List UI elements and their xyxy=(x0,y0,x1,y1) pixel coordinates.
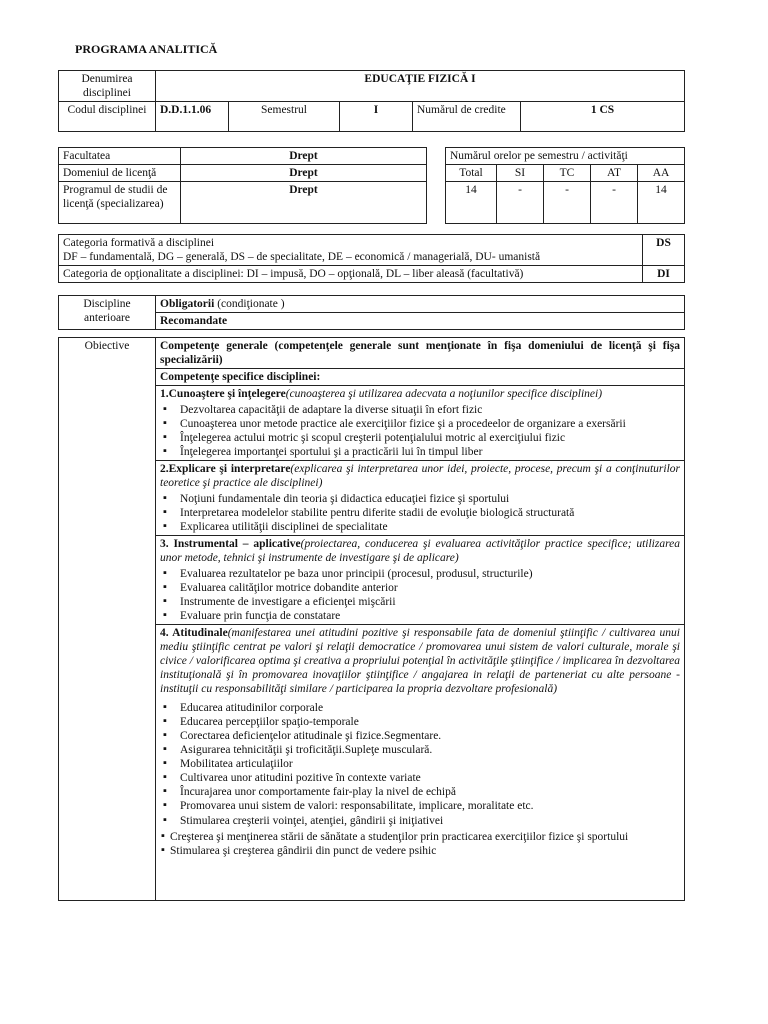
specific-competences: Competenţe specifice disciplinei: xyxy=(156,369,685,386)
domeniu-label: Domeniul de licenţă xyxy=(59,165,181,182)
category-table xyxy=(58,234,685,283)
list-item: ▪ Stimularea creşterii voinţei, atenţiei, gândirii şi iniţiativei xyxy=(160,814,680,828)
list-item: ▪ Dezvoltarea capacităţii de adaptare la diverse situaţii în efort fizic xyxy=(160,403,680,417)
domeniu-value: Drept xyxy=(181,165,427,182)
hours-header: Numărul orelor pe semestru / activităţi xyxy=(446,148,685,165)
section-attitudinal-title: 4. Atitudinale xyxy=(160,627,228,640)
list-item: ▪ Evaluarea rezultatelor pe baza unor principii (procesul, produsul, structurile) xyxy=(160,567,680,581)
credits-value: 1 CS xyxy=(521,102,685,132)
list-item: ▪ Promovarea unui sistem de valori: responsabilitate, implicare, moralitate etc. xyxy=(160,799,680,813)
discipline-code: D.D.1.1.06 xyxy=(156,102,229,132)
list-item: ▪ Asigurarea tehnicităţii şi troficităţii.Supleţe musculară. xyxy=(160,743,680,757)
hours-val-si: - xyxy=(497,182,544,224)
hours-col-total: Total xyxy=(446,165,497,182)
hours-val-aa: 14 xyxy=(638,182,685,224)
hours-val-total: 14 xyxy=(446,182,497,224)
list-item: ▪ Stimularea şi creşterea gândirii din punct de vedere psihic xyxy=(160,844,680,858)
category-optionality: Categoria de opţionalitate a disciplinei: DI – impusă, DO – opţională, DL – liber aleasă (facultativă) xyxy=(59,266,643,283)
section-knowledge-list xyxy=(160,403,680,459)
hours-val-tc: - xyxy=(544,182,591,224)
list-item: ▪ Înţelegerea importanţei sportului şi a practicării lui în timpul liber xyxy=(160,445,680,459)
section-instrumental-desc: (proiectarea, conducerea şi evaluarea activităţilor practice specifice; utilizarea unor metode, tehnici şi instrumente de investigare şi de aplicare) xyxy=(160,538,681,565)
category-formative-label: Categoria formativă a disciplinei xyxy=(63,237,215,249)
list-item: ▪ Evaluare prin funcţia de constatare xyxy=(160,609,680,623)
hours-col-at: AT xyxy=(591,165,638,182)
hours-col-aa: AA xyxy=(638,165,685,182)
section-attitudinal-list-extra xyxy=(160,830,680,858)
prerequisites-mandatory: Obligatorii (condiţionate ) xyxy=(156,296,685,313)
section-explanation-title: 2.Explicare şi interpretare xyxy=(160,463,291,476)
section-attitudinal xyxy=(156,625,685,901)
list-item: ▪ Înţelegerea actului motric şi scopul creşterii potenţialului motric al exerciţiului fizic xyxy=(160,431,680,445)
section-attitudinal-desc: (manifestarea unei atitudini pozitive şi responsabile fata de domeniul ştiinţific / cultivarea unui mediu ştiinţific centrat pe valori şi relaţii democratice / promovarea unui sistem de valori culturale, morale şi civice / valorificarea optima şi creativa a propriului potenţial în activităţile ştiinţifice / implicarea în dezvoltarea instituţională şi în promovarea inovaţiilor ştiinţifice / angajarea in relaţii de parteneriat cu alte persoane - instituţii cu responsabilităţi similare / participarea la propria dezvoltare profesională) xyxy=(160,627,680,696)
list-item: ▪ Cunoaşterea unor metode practice ale exerciţiilor fizice şi a procedeelor de organizare a exersării xyxy=(160,417,680,431)
semestrul-label: Semestrul xyxy=(229,102,340,132)
discipline-id-table xyxy=(58,70,685,132)
list-item: ▪ Explicarea utilităţii disciplinei de specialitate xyxy=(160,520,680,534)
program-label: Programul de studii de licenţă (specializarea) xyxy=(59,182,181,224)
section-explanation-list xyxy=(160,492,680,534)
list-item: ▪ Mobilitatea articulaţiilor xyxy=(160,757,680,771)
prerequisites-recommended: Recomandate xyxy=(156,313,685,330)
facultatea-label: Facultatea xyxy=(59,148,181,165)
denumirea-label: Denumirea disciplinei xyxy=(59,71,156,102)
list-item: ▪ Instrumente de investigare a eficienţei mişcării xyxy=(160,595,680,609)
list-item: ▪ Încurajarea unor comportamente fair-play la nivel de echipă xyxy=(160,785,680,799)
list-item: ▪ Corectarea deficienţelor atitudinale şi fizice.Segmentare. xyxy=(160,729,680,743)
page-title: PROGRAMA ANALITICĂ xyxy=(75,42,218,56)
objectives-table xyxy=(58,337,685,901)
hours-col-tc: TC xyxy=(544,165,591,182)
section-explanation xyxy=(156,461,685,536)
category-formative-value: DS xyxy=(643,235,685,266)
category-optionality-value: DI xyxy=(643,266,685,283)
codul-label: Codul disciplinei xyxy=(59,102,156,132)
objectives-label: Obiective xyxy=(59,338,156,901)
prerequisites-table xyxy=(58,295,685,330)
section-instrumental-list xyxy=(160,567,680,623)
list-item: ▪ Creşterea şi menţinerea stării de sănătate a studenţilor prin practicarea exerciţiilor fizice şi sportului xyxy=(160,830,680,844)
general-competences: Competenţe generale (competenţele generale sunt menţionate în fişa domeniului de licenţă şi fişa specializării) xyxy=(156,338,685,369)
section-attitudinal-list xyxy=(160,701,680,827)
section-knowledge-title: 1.Cunoaştere şi înţelegere xyxy=(160,388,286,401)
list-item: ▪ Educarea atitudinilor corporale xyxy=(160,701,680,715)
list-item: ▪ Cultivarea unor atitudini pozitive în contexte variate xyxy=(160,771,680,785)
list-item: ▪ Interpretarea modelelor stabilite pentru diferite stadii de evoluţie biologică structurată xyxy=(160,506,680,520)
list-item: ▪ Evaluarea calităţilor motrice dobandite anterior xyxy=(160,581,680,595)
hours-table xyxy=(445,147,685,224)
program-value: Drept xyxy=(181,182,427,224)
section-explanation-desc: (explicarea şi interpretarea unor idei, proiecte, procese, precum şi a conţinuturilor teoretice şi practice ale disciplinei) xyxy=(160,463,680,490)
category-formative xyxy=(59,235,643,266)
discipline-name: EDUCAŢIE FIZICĂ I xyxy=(156,71,685,102)
hours-val-at: - xyxy=(591,182,638,224)
semester-value: I xyxy=(340,102,413,132)
prerequisites-label: Discipline anterioare xyxy=(59,296,156,330)
hours-col-si: SI xyxy=(497,165,544,182)
facultatea-value: Drept xyxy=(181,148,427,165)
section-knowledge-desc: (cunoaşterea şi utilizarea adecvata a noţiunilor specifice disciplinei) xyxy=(285,388,603,401)
faculty-table xyxy=(58,147,427,224)
section-knowledge xyxy=(156,386,685,461)
section-instrumental-title: 3. Instrumental – aplicative xyxy=(160,538,301,551)
list-item: ▪ Noţiuni fundamentale din teoria şi didactica educaţiei fizice şi sportului xyxy=(160,492,680,506)
credite-label: Numărul de credite xyxy=(413,102,521,132)
category-formative-desc: DF – fundamentală, DG – generală, DS – de specialitate, DE – economică / managerială, DU- umanistă xyxy=(63,251,541,264)
list-item: ▪ Educarea percepţiilor spaţio-temporale xyxy=(160,715,680,729)
section-instrumental xyxy=(156,536,685,625)
